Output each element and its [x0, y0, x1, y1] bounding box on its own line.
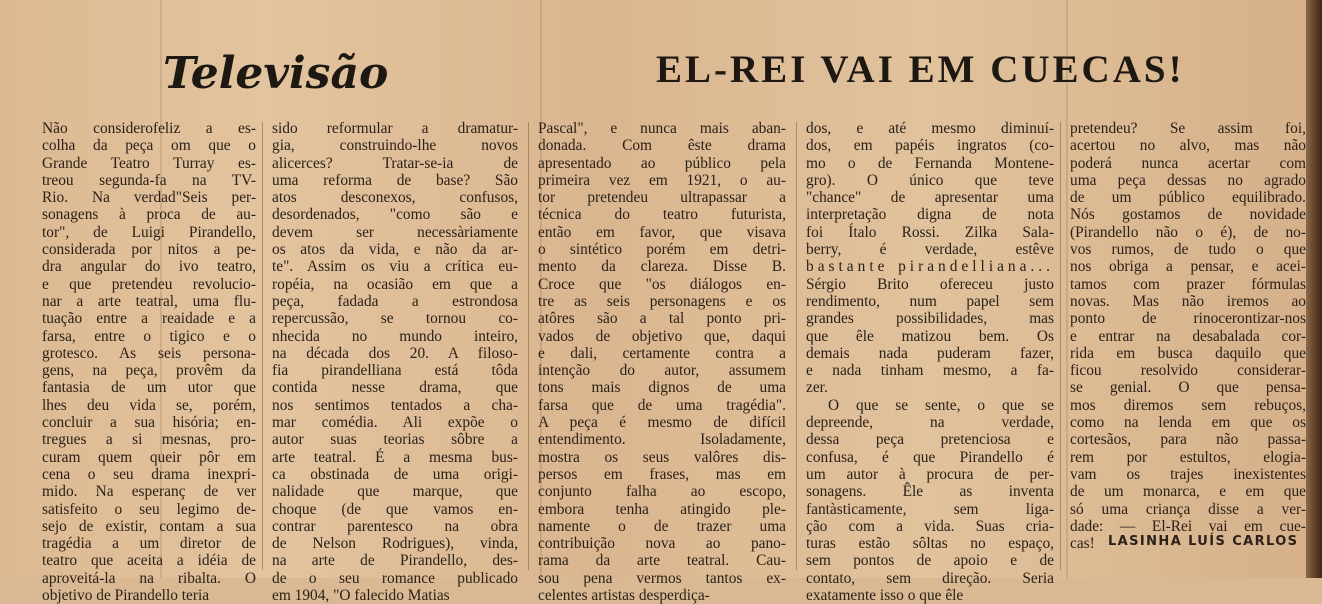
article-column-2 — [272, 120, 518, 604]
article-line: tre as seis personagens e os — [538, 292, 786, 310]
scan-edge — [1306, 0, 1322, 578]
article-line: apresentado ao público pela — [538, 154, 786, 172]
article-line: e entrar na desabalada cor- — [1070, 327, 1306, 345]
article-line: grotesco. As seis persona- — [42, 344, 256, 362]
article-line: de um público equilibrado. — [1070, 189, 1306, 207]
article-line: em 1904, "O falecido Matias — [272, 587, 450, 604]
article-line: rama da arte teatral. Cau- — [538, 552, 786, 570]
article-line: tons mais dignos de uma — [538, 379, 786, 397]
article-line: intenção do autor, assumem — [538, 362, 786, 380]
article-column-3 — [538, 120, 786, 604]
column-rule — [796, 122, 797, 570]
article-line: namente o de trazer uma — [538, 517, 786, 535]
article-line: te". Assim os viu a crítica eu- — [272, 258, 518, 276]
article-line: ção com a vida. Suas cria- — [806, 517, 1054, 535]
article-line: poderá nunca acertar com — [1070, 154, 1306, 172]
article-column-5 — [1070, 120, 1306, 552]
column-rule — [262, 122, 263, 570]
article-line: tragédia a um diretor de — [42, 535, 256, 553]
article-line: arte teatral. É a mesma bus- — [272, 448, 518, 466]
article-line: de Nelson Rodrigues), vinda, — [272, 535, 518, 553]
article-line: mo o de Fernanda Montene- — [806, 154, 1054, 172]
article-line: tor pretendeu ultrapassar a — [538, 189, 786, 207]
article-line: rida em busca daquilo que — [1070, 344, 1306, 362]
article-line: então em favor, que visava — [538, 223, 786, 241]
article-line: tregues a si mesnas, pro- — [42, 431, 256, 449]
article-line: Não considerofeliz a es- — [42, 120, 256, 137]
article-headline: EL-REI VAI EM CUECAS! — [656, 48, 1185, 91]
article-line: cena o seu drama inexpri- — [42, 465, 256, 483]
article-line: (Pirandello não o é), de no- — [1070, 223, 1306, 241]
article-line: mido. Na esperanç de ver — [42, 483, 256, 501]
article-line: tamos com prazer fórmulas — [1070, 275, 1306, 293]
article-line: turas estão sôltas no espaço, — [806, 535, 1054, 553]
article-line: fia pirandelliana está tôda — [272, 362, 518, 380]
article-line: gro). O único que teve — [806, 171, 1054, 189]
article-line: como na lenda em que os — [1070, 414, 1306, 432]
article-line: interpretação digna de nota — [806, 206, 1054, 224]
article-line: foi Ítalo Rossi. Zilka Sala- — [806, 223, 1054, 241]
article-line: cas! — [1070, 535, 1095, 553]
article-line: curam quem queir pôr em — [42, 448, 256, 466]
article-line: primeira vez em 1921, o au- — [538, 171, 786, 189]
article-line: berry, é verdade, estêve — [806, 241, 1054, 259]
article-line: ficou resolvido considerar- — [1070, 362, 1306, 380]
article-line: Grande Teatro Turray es- — [42, 154, 256, 172]
article-line: dade: — El-Rei vai em cue- — [1070, 517, 1306, 535]
article-line: bastante pirandelliana... — [806, 258, 1054, 276]
section-title: Televisão — [163, 48, 389, 99]
article-line: gens, na peça, provêm da — [42, 362, 256, 380]
article-line: gia, construindo-lhe novos — [272, 137, 518, 155]
article-line: e dali, certamente contra a — [538, 344, 786, 362]
article-column-1 — [42, 120, 256, 604]
article-line: Rio. Na verdad"Seis per- — [42, 189, 256, 207]
byline: LASINHA LUÍS CARLOS — [1108, 534, 1299, 549]
article-line: satisfeito o seu legimo de- — [42, 500, 256, 518]
article-line: atos desconexos, confusos, — [272, 189, 518, 207]
article-line: dra angular do ivo teatro, — [42, 258, 256, 276]
article-line: O que se sente, o que se — [828, 396, 1054, 414]
article-line: mar comédia. Ali expõe o — [272, 414, 518, 432]
article-line: vam os trajes inexistentes — [1070, 465, 1306, 483]
article-line: entendimento. Isoladamente, — [538, 431, 786, 449]
article-line: choque (de que vamos en- — [272, 500, 518, 518]
article-column-4 — [806, 120, 1054, 604]
article-line: o sintético porém em detri- — [538, 241, 786, 259]
article-line: e que pretendeu revolucio- — [42, 275, 256, 293]
article-line: sonagens à proca de au- — [42, 206, 256, 224]
article-line: ca obstinada de uma origi- — [272, 465, 518, 483]
article-line: nos obriga a pensar, e acei- — [1070, 258, 1306, 276]
article-line: sem pontos de apoio e de — [806, 552, 1054, 570]
article-line: rendimento, num papel sem — [806, 292, 1054, 310]
article-line: peça, fadada a estrondosa — [272, 292, 518, 310]
article-line: farsa, entre o tigico e o — [42, 327, 256, 345]
article-line: sou pena vermos tantos ex- — [538, 569, 786, 587]
article-line: teatro que aceita a idéia de — [42, 552, 256, 570]
article-line: rem por estultos, elogia- — [1070, 448, 1306, 466]
article-line: contribuição nova ao pano- — [538, 535, 786, 553]
column-rule — [528, 122, 529, 570]
article-line: colha da peça om que o — [42, 137, 256, 155]
article-line: tuação entre a reaidade e a — [42, 310, 256, 328]
article-line: nalidade que marque, que — [272, 483, 518, 501]
article-line: objetivo de Pirandello teria — [42, 587, 210, 604]
article-line: considerada por nitos a pe- — [42, 241, 256, 259]
article-line: nar a arte teatral, uma flu- — [42, 292, 256, 310]
article-line: de o seu romance publicado — [272, 569, 518, 587]
article-line: mos diremos sem rebuços, — [1070, 396, 1306, 414]
article-line: grandes possibilidades, mas — [806, 310, 1054, 328]
article-line: autor suas teorias sôbre a — [272, 431, 518, 449]
article-line: contrar parentesco na obra — [272, 517, 518, 535]
article-line: confusa, é que Pirandello é — [806, 448, 1054, 466]
article-line: pretendeu? Se assim foi, — [1070, 120, 1306, 137]
article-line: só uma criança disse a ver- — [1070, 500, 1306, 518]
article-line: zer. — [806, 379, 828, 397]
article-line: e nada tinham mesmo, a fa- — [806, 362, 1054, 380]
article-line: uma reforma de base? São — [272, 171, 518, 189]
article-line: mostra os seus valôres dis- — [538, 448, 786, 466]
column-rule — [1060, 122, 1061, 570]
article-line: os atos da vida, e não da ar- — [272, 241, 518, 259]
article-line: um autor à procura de per- — [806, 465, 1054, 483]
article-line: que êle matizou bem. Os — [806, 327, 1054, 345]
article-line: ropéia, na ocasião em que a — [272, 275, 518, 293]
article-line: fantàsticamente, sem liga- — [806, 500, 1054, 518]
article-line: novas. Mas não iremos ao — [1070, 292, 1306, 310]
article-line: exatamente isso o que êle — [806, 587, 964, 604]
article-line: desordenados, "como são e — [272, 206, 518, 224]
article-line: depreende, na verdade, — [806, 414, 1054, 432]
article-line: nhecida no mundo inteiro, — [272, 327, 518, 345]
article-line: acertou no alvo, mas não — [1070, 137, 1306, 155]
article-line: contato, sem direção. Seria — [806, 569, 1054, 587]
article-line: tor", de Luigi Pirandello, — [42, 223, 256, 241]
article-line: Nós gostamos de novidade — [1070, 206, 1306, 224]
article-line: aproveitá-la na ribalta. O — [42, 569, 256, 587]
article-line: na década dos 20. A filoso- — [272, 344, 518, 362]
article-line: repercussão, se tornou co- — [272, 310, 518, 328]
article-line: Sérgio Brito ofereceu justo — [806, 275, 1054, 293]
article-line: vos rumos, de tudo o que — [1070, 241, 1306, 259]
article-line: A peça é mesmo de difícil — [538, 414, 786, 432]
article-line: devem ser necessàriamente — [272, 223, 518, 241]
article-line: nos sentimos tentados a cha- — [272, 396, 518, 414]
article-line: dos, em papéis ingratos (co- — [806, 137, 1054, 155]
article-line: ponto de rinocerontizar-nos — [1070, 310, 1306, 328]
article-line: atôres são a tal ponto pri- — [538, 310, 786, 328]
article-line: se genial. O que pensa- — [1070, 379, 1306, 397]
article-line: demais nada puderam fazer, — [806, 344, 1054, 362]
article-line: de um monarca, e em que — [1070, 483, 1306, 501]
article-line: treou segunda-fa na TV- — [42, 171, 256, 189]
article-line: lhes deu vida se, porém, — [42, 396, 256, 414]
article-line: Pascal", e nunca mais aban- — [538, 120, 786, 137]
article-line: embora tenha atingido ple- — [538, 500, 786, 518]
article-line: na arte de Pirandello, des- — [272, 552, 518, 570]
article-line: persos em frases, mas em — [538, 465, 786, 483]
article-line: dessa peça pretenciosa e — [806, 431, 1054, 449]
article-line: sonagens. Êle as inventa — [806, 483, 1054, 501]
article-line: cortesãos, para não passa- — [1070, 431, 1306, 449]
article-line: Croce que "os diálogos en- — [538, 275, 786, 293]
article-line: vados de objetivo que, daqui — [538, 327, 786, 345]
article-line: donada. Com êste drama — [538, 137, 786, 155]
article-line: sejo de existir, contam a sua — [42, 517, 256, 535]
article-line: técnica do teatro futurista, — [538, 206, 786, 224]
article-line: mento da clareza. Disse B. — [538, 258, 786, 276]
article-line: fantasia de um utor que — [42, 379, 256, 397]
article-line: dos, e até mesmo diminuí- — [806, 120, 1054, 137]
article-line: alicerces? Tratar-se-ia de — [272, 154, 518, 172]
article-line: contida nesse drama, que — [272, 379, 518, 397]
article-line: sido reformular a dramatur- — [272, 120, 518, 137]
article-line: "chance" de apresentar uma — [806, 189, 1054, 207]
article-line: concluir a sua hisória; en- — [42, 414, 256, 432]
article-line: farsa que de uma tragédia". — [538, 396, 786, 414]
article-line: conjunto falha ao escopo, — [538, 483, 786, 501]
article-line: celentes artistas desperdiça- — [538, 587, 710, 604]
article-line: uma peça dessas no agrado — [1070, 171, 1306, 189]
